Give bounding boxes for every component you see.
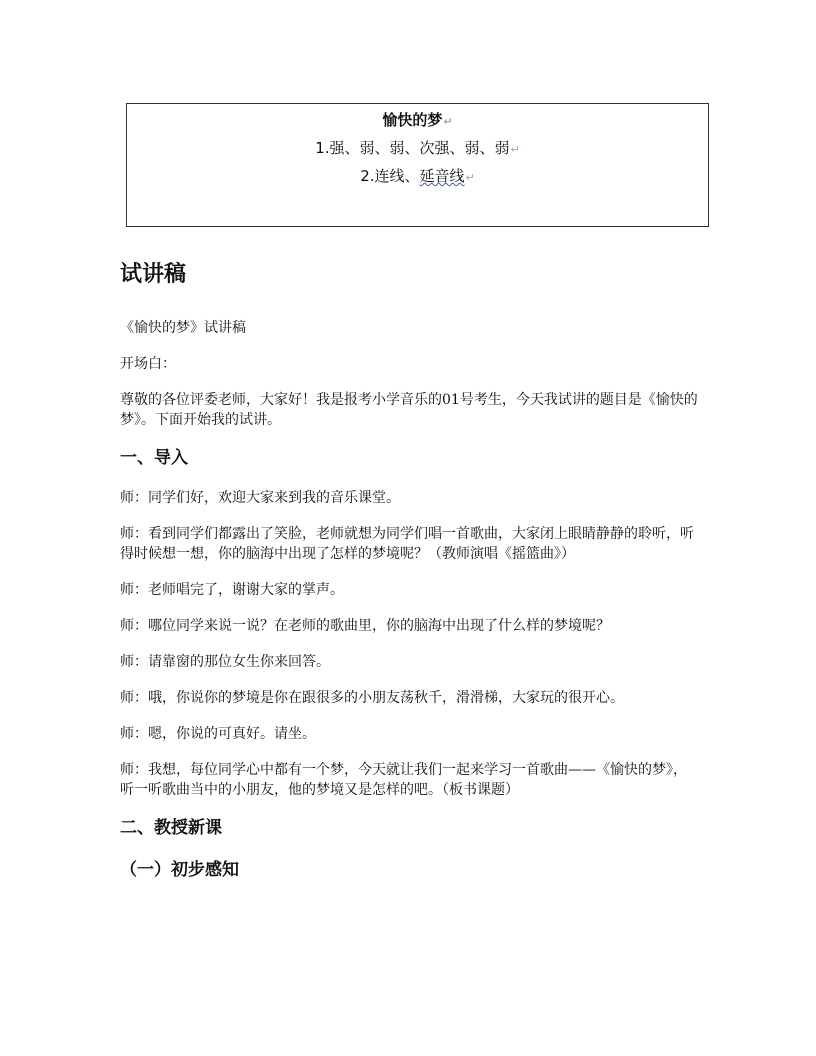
paragraph-mark-icon: ↵	[465, 171, 475, 184]
box-line-2-prefix: 2.连线、	[360, 167, 420, 185]
body-paragraph: 师：哪位同学来说一说？在老师的歌曲里，你的脑海中出现了什么样的梦境呢？	[120, 618, 610, 634]
paragraph-mark-icon: ↵	[443, 115, 453, 128]
box-line-2	[127, 163, 708, 191]
blackboard-box	[126, 103, 709, 227]
spellcheck-underlined-text: 延音线	[419, 167, 465, 185]
box-line-1-text: 1.强、弱、弱、次强、弱、弱	[315, 139, 510, 157]
body-paragraph: 师：同学们好，欢迎大家来到我的音乐课堂。	[120, 490, 400, 506]
section-heading-new-lesson: 二、教授新课	[120, 818, 222, 838]
body-paragraph: 师：嗯，你说的可真好。请坐。	[120, 726, 316, 742]
body-paragraph: 师：请靠窗的那位女生你来回答。	[120, 654, 330, 670]
opening-label: 开场白：	[120, 356, 176, 372]
document-body	[120, 258, 700, 882]
section-heading-intro: 一、导入	[120, 448, 188, 468]
body-paragraph: 师：老师唱完了，谢谢大家的掌声。	[120, 582, 344, 598]
body-paragraph: 师：哦，你说你的梦境是你在跟很多的小朋友荡秋千，滑滑梯，大家玩的很开心。	[120, 690, 624, 706]
box-title: 愉快的梦	[382, 111, 443, 129]
box-title-line	[127, 107, 708, 135]
box-line-1	[127, 135, 708, 163]
body-paragraph: 师：我想，每位同学心中都有一个梦，今天就让我们一起来学习一首歌曲——《愉快的梦》，听一听歌曲当中的小朋友，他的梦境又是怎样的吧。（板书课题）	[120, 762, 687, 798]
document-subtitle: 《愉快的梦》试讲稿	[120, 320, 246, 336]
document-title: 试讲稿	[120, 262, 187, 287]
subsection-heading: （一）初步感知	[120, 860, 239, 880]
body-paragraph: 师：看到同学们都露出了笑脸，老师就想为同学们唱一首歌曲，大家闭上眼睛静静的聆听，听得时候想一想，你的脑海中出现了怎样的梦境呢？（教师演唱《摇篮曲》）	[120, 526, 694, 562]
intro-paragraph: 尊敬的各位评委老师，大家好！我是报考小学音乐的01号考生，今天我试讲的题目是《愉快的梦》。下面开始我的试讲。	[120, 392, 698, 428]
paragraph-mark-icon: ↵	[510, 143, 520, 156]
